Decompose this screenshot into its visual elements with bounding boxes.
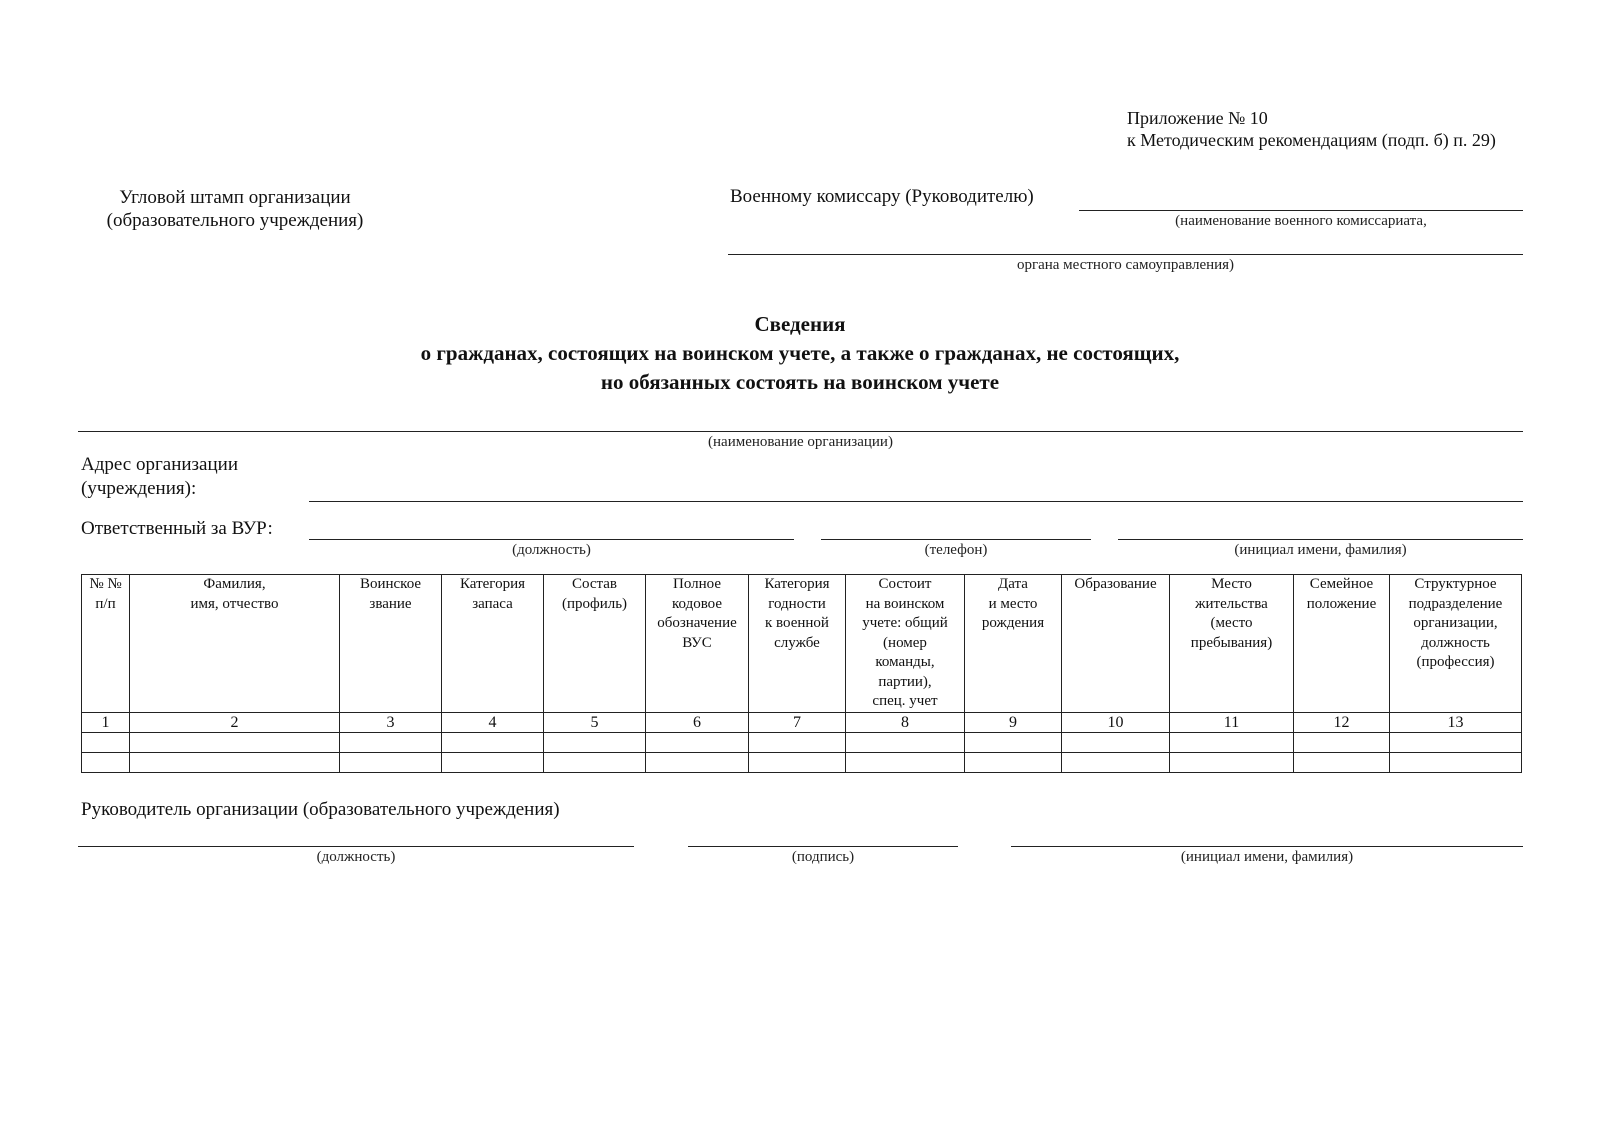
- column-number: 10: [1062, 712, 1170, 732]
- header-cell: Состоит на воинском учете: общий (номер команды, партии), спец. учет: [846, 575, 965, 713]
- leader-signature-caption: (подпись): [791, 849, 855, 865]
- column-number: 7: [749, 712, 846, 732]
- recipient-caption-1: (наименование военного комиссариата,: [1175, 213, 1427, 229]
- table-cell[interactable]: [846, 732, 965, 752]
- table-cell[interactable]: [1170, 752, 1294, 772]
- table-header-row: [82, 575, 1522, 713]
- leader-position-line[interactable]: [78, 846, 634, 847]
- table-cell[interactable]: [965, 752, 1062, 772]
- table-cell[interactable]: [1294, 732, 1390, 752]
- address-field-line[interactable]: [309, 501, 1523, 502]
- header-cell: Фамилия, имя, отчество: [130, 575, 340, 713]
- appendix-note: [1127, 107, 1496, 151]
- responsible-position-line[interactable]: [309, 539, 794, 540]
- table-cell[interactable]: [1294, 752, 1390, 772]
- table-cell[interactable]: [544, 752, 646, 772]
- table-cell[interactable]: [130, 732, 340, 752]
- leader-name-line[interactable]: [1011, 846, 1523, 847]
- table-cell[interactable]: [130, 752, 340, 772]
- table-cell[interactable]: [1390, 752, 1522, 772]
- table-row: [82, 732, 1522, 752]
- column-number: 11: [1170, 712, 1294, 732]
- title-line-2: о гражданах, состоящих на воинском учете, а также о гражданах, не состоящих,: [420, 341, 1180, 365]
- column-number: 2: [130, 712, 340, 732]
- responsible-phone-line[interactable]: [821, 539, 1091, 540]
- table-cell[interactable]: [340, 732, 442, 752]
- table-cell[interactable]: [1062, 732, 1170, 752]
- table-cell[interactable]: [82, 752, 130, 772]
- header-cell: Образование: [1062, 575, 1170, 713]
- header-cell: Воинское звание: [340, 575, 442, 713]
- header-cell: Структурное подразделение организации, должность (профессия): [1390, 575, 1522, 713]
- address-line-2: (учреждения):: [81, 478, 197, 499]
- leader-name-caption: (инициал имени, фамилия): [1180, 849, 1354, 865]
- organization-caption: (наименование организации): [708, 434, 893, 450]
- column-number: 6: [646, 712, 749, 732]
- column-number: 8: [846, 712, 965, 732]
- recipient-caption-2: органа местного самоуправления): [1016, 257, 1235, 273]
- table-cell[interactable]: [82, 732, 130, 752]
- table-cell[interactable]: [749, 732, 846, 752]
- header-cell: № № п/п: [82, 575, 130, 713]
- column-number: 13: [1390, 712, 1522, 732]
- table-cell[interactable]: [1390, 732, 1522, 752]
- table-cell[interactable]: [646, 732, 749, 752]
- citizens-register-table: [81, 574, 1522, 773]
- table-cell[interactable]: [544, 732, 646, 752]
- appendix-line-1: Приложение № 10: [1127, 108, 1268, 128]
- header-cell: Дата и место рождения: [965, 575, 1062, 713]
- document-title: [0, 310, 1600, 397]
- column-number: 12: [1294, 712, 1390, 732]
- table-cell[interactable]: [442, 732, 544, 752]
- header-cell: Полное кодовое обозначение ВУС: [646, 575, 749, 713]
- header-cell: Состав (профиль): [544, 575, 646, 713]
- responsible-name-line[interactable]: [1118, 539, 1523, 540]
- table-cell[interactable]: [340, 752, 442, 772]
- table-cell[interactable]: [1062, 752, 1170, 772]
- stamp-line-2: (образовательного учреждения): [106, 210, 364, 231]
- recipient-label: Военному комиссару (Руководителю): [730, 186, 1034, 207]
- responsible-name-caption: (инициал имени, фамилия): [1234, 542, 1407, 558]
- corner-stamp: [80, 186, 390, 232]
- table-cell[interactable]: [646, 752, 749, 772]
- column-number: 3: [340, 712, 442, 732]
- title-line-3: но обязанных состоять на воинском учете: [600, 370, 1000, 394]
- stamp-line-1: Угловой штамп организации: [119, 187, 351, 208]
- address-label: [81, 453, 238, 501]
- leader-label: Руководитель организации (образовательного учреждения): [81, 799, 560, 820]
- title-line-1: Сведения: [754, 312, 846, 336]
- table-number-row: [82, 712, 1522, 732]
- header-cell: Семейное положение: [1294, 575, 1390, 713]
- table-row: [82, 752, 1522, 772]
- responsible-label: Ответственный за ВУР:: [81, 518, 273, 539]
- appendix-line-2: к Методическим рекомендациям (подп. б) п. 29): [1127, 130, 1496, 150]
- table-cell[interactable]: [1170, 732, 1294, 752]
- leader-signature-line[interactable]: [688, 846, 958, 847]
- table-cell[interactable]: [965, 732, 1062, 752]
- column-number: 1: [82, 712, 130, 732]
- organization-name-line[interactable]: [78, 431, 1523, 432]
- column-number: 5: [544, 712, 646, 732]
- column-number: 9: [965, 712, 1062, 732]
- responsible-phone-caption: (телефон): [924, 542, 988, 558]
- table-cell[interactable]: [846, 752, 965, 772]
- leader-position-caption: (должность): [316, 849, 396, 865]
- recipient-field-line-2[interactable]: [728, 254, 1523, 255]
- table-cell[interactable]: [749, 752, 846, 772]
- column-number: 4: [442, 712, 544, 732]
- header-cell: Место жительства (место пребывания): [1170, 575, 1294, 713]
- responsible-position-caption: (должность): [512, 542, 591, 558]
- recipient-field-line-1[interactable]: [1079, 210, 1523, 211]
- table-cell[interactable]: [442, 752, 544, 772]
- address-line-1: Адрес организации: [81, 454, 238, 475]
- header-cell: Категория годности к военной службе: [749, 575, 846, 713]
- header-cell: Категория запаса: [442, 575, 544, 713]
